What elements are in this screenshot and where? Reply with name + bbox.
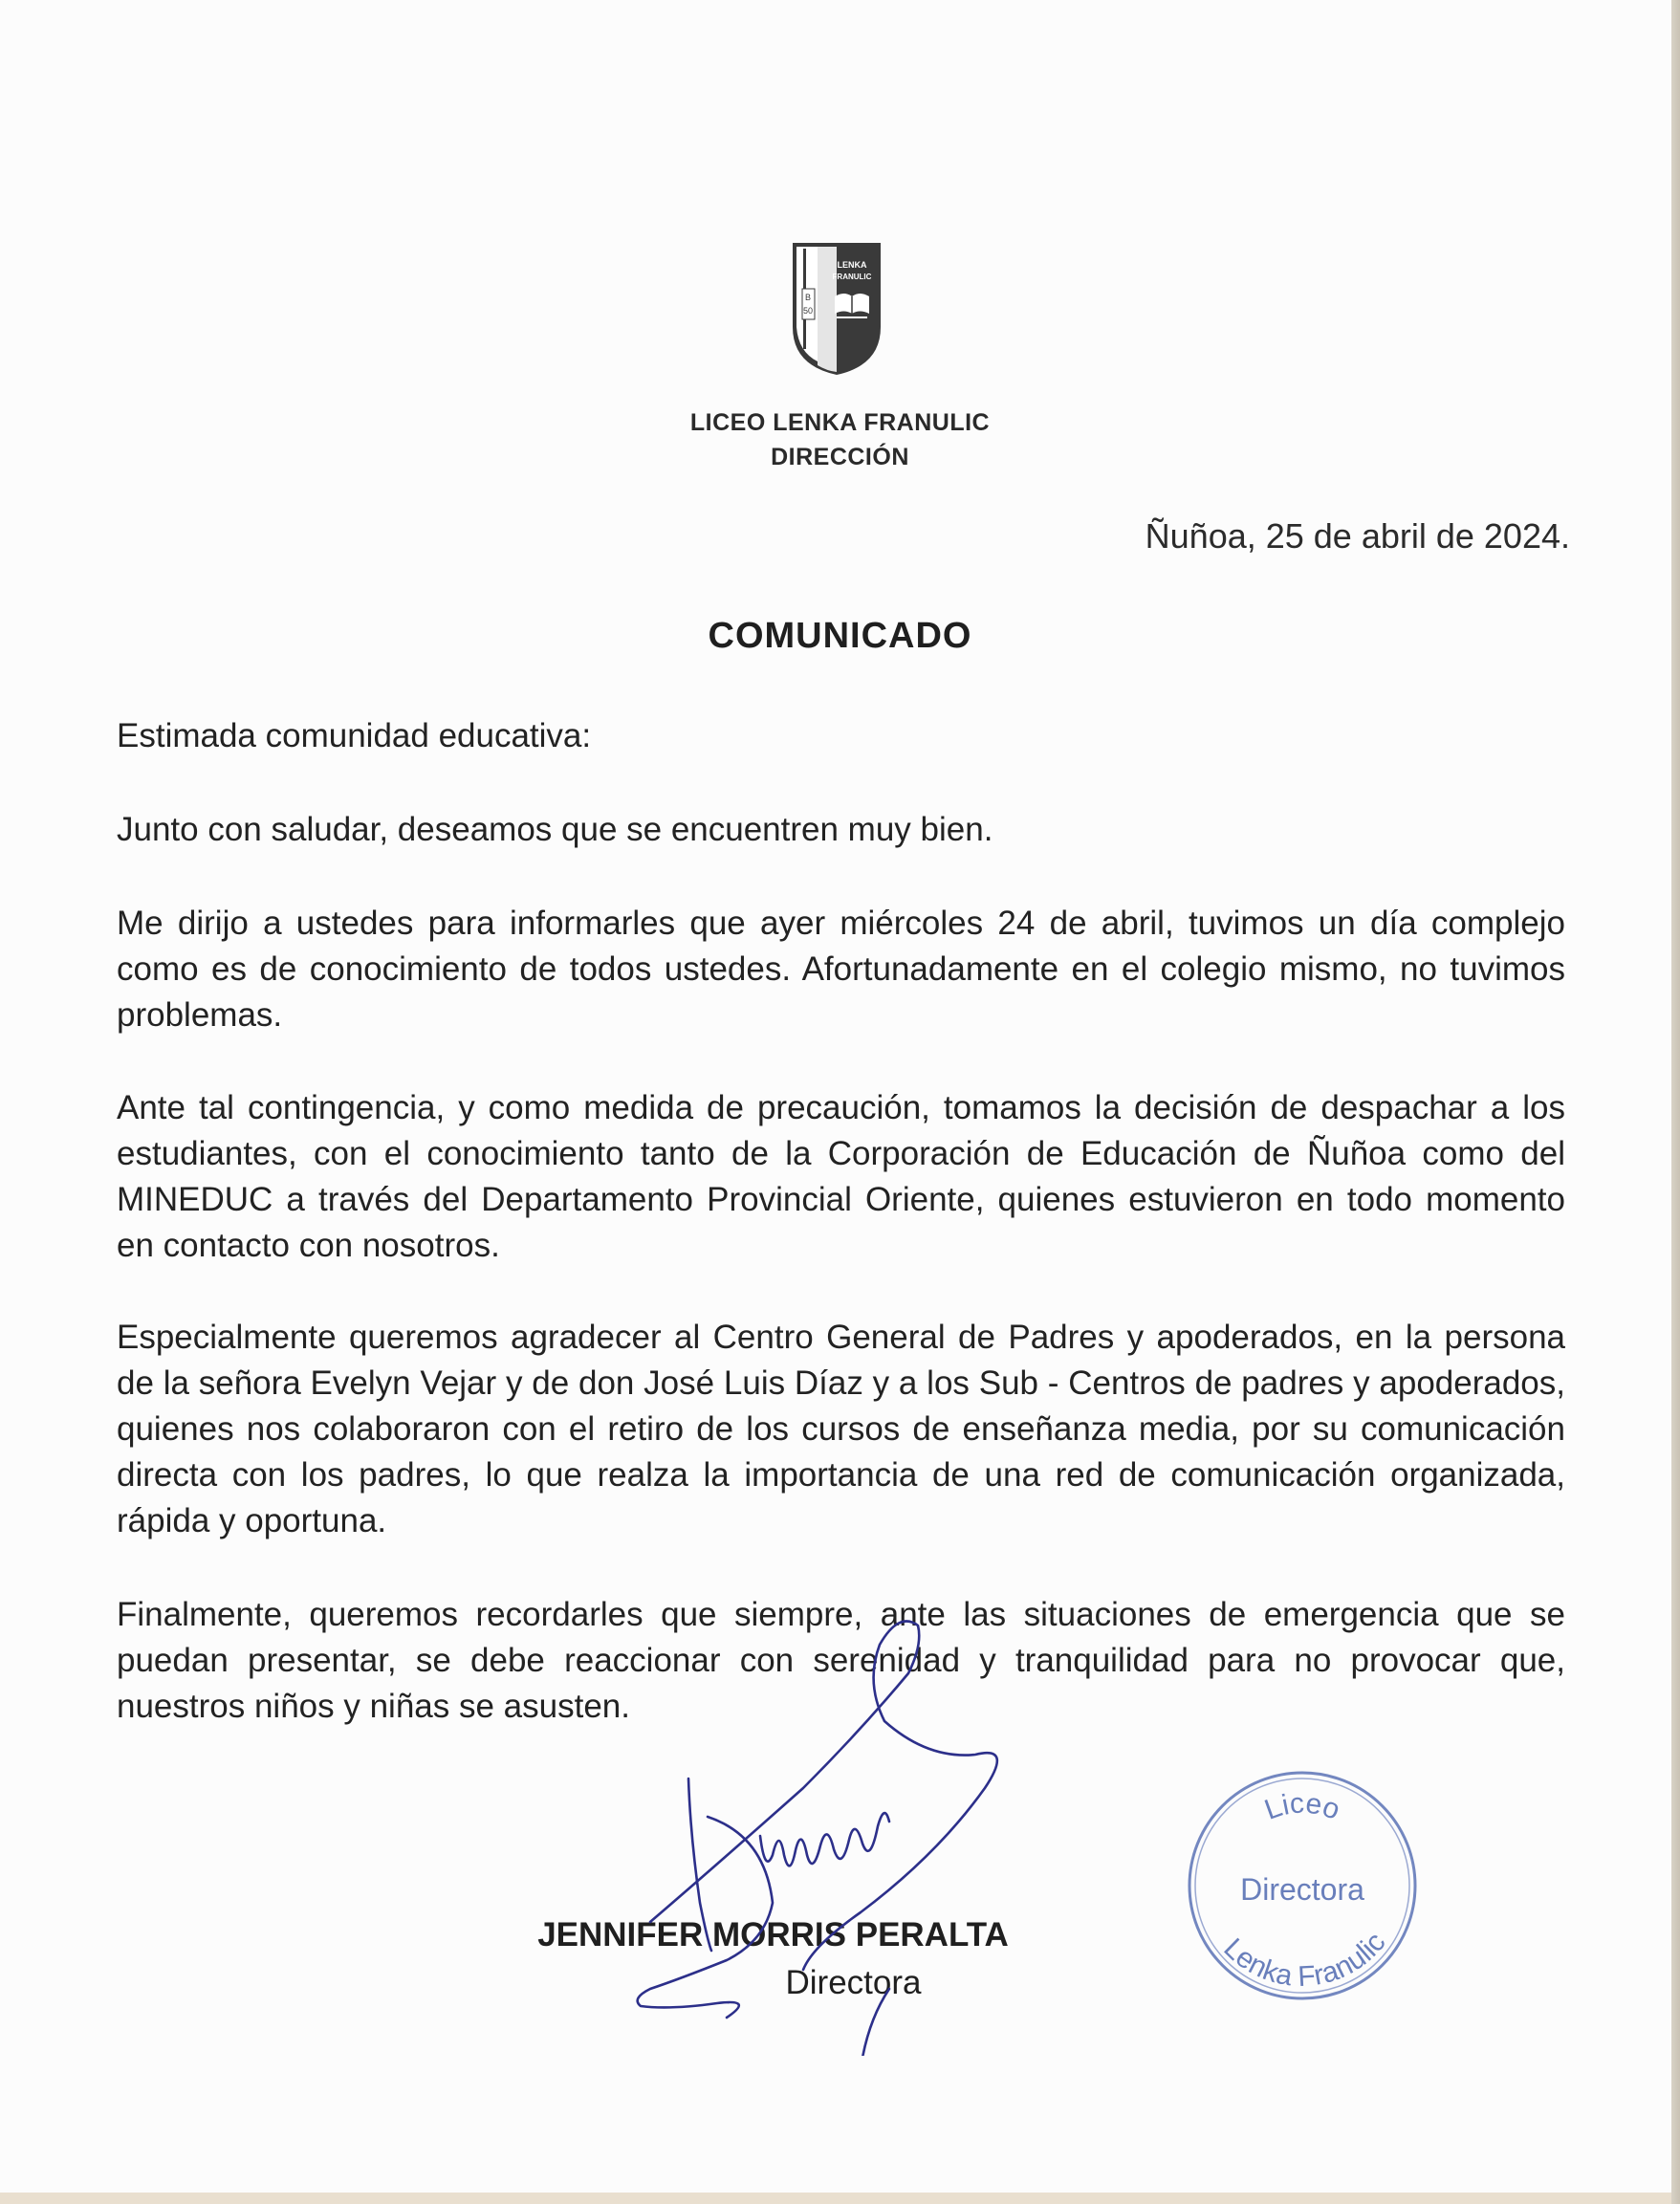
svg-text:LENKA: LENKA	[837, 260, 867, 270]
svg-text:B: B	[804, 293, 812, 302]
document-title: COMUNICADO	[708, 616, 972, 656]
signatory-name: JENNIFER MORRIS PERALTA	[537, 1916, 1009, 1953]
greeting: Estimada comunidad educativa:	[117, 717, 592, 754]
svg-text:Liceo	[1260, 1787, 1343, 1825]
school-crest-logo	[789, 239, 884, 378]
stamp-bottom-text: Lenka Franulic	[1217, 1926, 1392, 1994]
school-name: LICEO LENKA FRANULIC	[689, 409, 991, 436]
official-stamp	[1178, 1761, 1427, 2010]
department-name: DIRECCIÓN	[771, 444, 909, 470]
stamp-top-text: Liceo	[1260, 1787, 1344, 1826]
paragraph-1: Junto con saludar, deseamos que se encuentren muy bien.	[117, 811, 993, 848]
svg-text:50: 50	[802, 306, 814, 316]
stamp-center-text: Directora	[1240, 1872, 1364, 1907]
paragraph-4: Especialmente queremos agradecer al Centro General de Padres y apoderados, en la persona de la señora Evelyn Vejar y de don José Luis Díaz y a los Sub - Centros de padres y apoderados, quienes nos colaboraron con el retiro de los cursos de enseñanza media, por su comunicación directa con los padres, lo que realza la importancia de una red de comunicación organizada, rápida y oportuna.	[117, 1319, 1565, 1539]
paragraph-5: Finalmente, queremos recordarles que siempre, ante las situaciones de emergencia que se puedan presentar, se debe reaccionar con serenidad y tranquilidad para no provocar que, nuestros niños y niñas se asusten.	[117, 1596, 1565, 1725]
signatory-role: Directora	[785, 1964, 922, 2001]
date-line: Ñuñoa, 25 de abril de 2024.	[1145, 516, 1570, 556]
handwritten-signature	[612, 1616, 1023, 2056]
paper-edge	[1671, 0, 1680, 2204]
svg-text:FRANULIC: FRANULIC	[832, 273, 872, 281]
paragraph-3: Ante tal contingencia, y como medida de precaución, tomamos la decisión de despachar a los estudiantes, con el conocimiento tanto de la Corporación de Educación de Ñuñoa como del MINEDUC a través del Departamento Provincial Oriente, quienes estuvieron en todo momento en contacto con nosotros.	[117, 1089, 1565, 1264]
paragraph-2: Me dirijo a ustedes para informarles que ayer miércoles 24 de abril, tuvimos un día complejo como es de conocimiento de todos ustedes. Afortunadamente en el colegio mismo, no tuvimos problemas.	[117, 905, 1565, 1034]
